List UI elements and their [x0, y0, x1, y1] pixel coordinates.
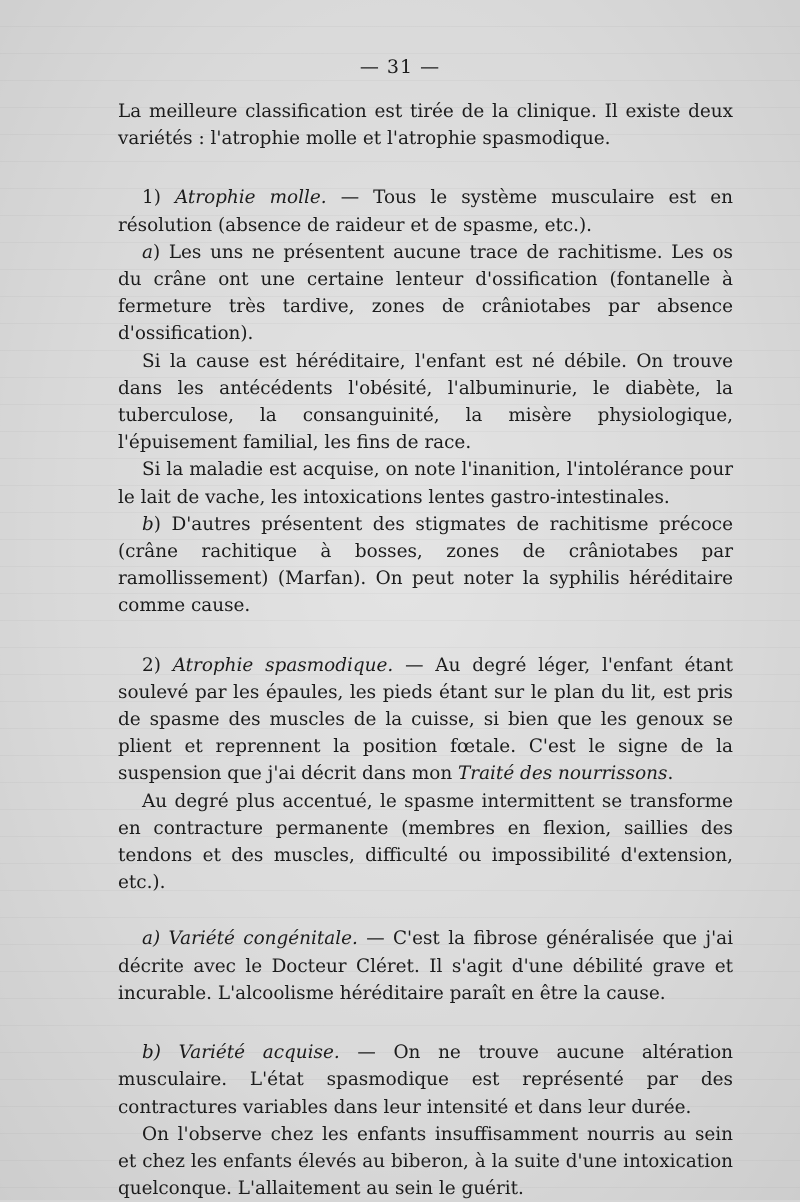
- paragraph-variete-acquise: [118, 1039, 733, 1121]
- sub-letter: b): [142, 1042, 179, 1064]
- paragraph-text: Au degré plus accentué, le spasme intermittent se transforme en contracture permanente (membres en flexion, saillies des tendons et des muscles, difficulté ou impossibilité d'extension, etc.).: [118, 790, 733, 894]
- section-number: 1): [142, 187, 175, 209]
- paragraph-cause-acquise: [118, 456, 733, 510]
- paragraph-degre-accentue: [118, 788, 733, 897]
- paragraph-text: — C'est la fibrose généralisée que j'ai décrite avec le Docteur Cléret. Il s'agit d'une débilité grave et incurable. L'alcoolisme héréditaire paraît en être la cause.: [118, 928, 733, 1004]
- paragraph-variete-congenitale: [118, 925, 733, 1007]
- paragraph-observation: [118, 1121, 733, 1202]
- paragraph-cause-hereditaire: [118, 348, 733, 457]
- sub-letter: a: [142, 241, 153, 263]
- sub-letter: a): [142, 928, 169, 950]
- paragraph-text: Si la cause est héréditaire, l'enfant est né débile. On trouve dans les antécédents l'obésité, l'albuminurie, le diabète, la tuberculose, la consanguinité, la misère physiologique, l'épuisement familial, les fins de race.: [118, 350, 733, 454]
- paragraph-intro: [118, 98, 733, 152]
- paragraph-text: On l'observe chez les enfants insuffisamment nourris au sein et chez les enfants élevés au biberon, à la suite d'une intoxication quelconque. L'allaitement au sein le guérit.: [118, 1123, 733, 1200]
- section-heading: Atrophie molle.: [174, 187, 327, 209]
- paragraph-text: — Tous le système musculaire est en résolution (absence de raideur et de spasme, etc.).: [118, 187, 733, 236]
- page-number: — 31 —: [359, 56, 441, 78]
- sub-letter: b: [142, 513, 154, 535]
- paragraph-atrophie-spasmodique: [118, 652, 733, 788]
- paragraph-atrophie-molle: [118, 184, 733, 238]
- paragraph-text: La meilleure classification est tirée de la clinique. Il existe deux variétés : l'atrophie molle et l'atrophie spasmodique.: [118, 101, 733, 150]
- body-text: [118, 98, 733, 1202]
- book-title: Traité des nourrissons: [458, 763, 668, 785]
- paragraph-sub-b: [118, 511, 733, 620]
- paragraph-text: .: [667, 763, 674, 785]
- paragraph-text: Si la maladie est acquise, on note l'inanition, l'intolérance pour le lait de vache, les intoxications lentes gastro-intestinales.: [118, 459, 733, 508]
- paragraph-text: — On ne trouve aucune altération musculaire. L'état spasmodique est représenté par des contractures variables dans leur intensité et dans leur durée.: [118, 1042, 734, 1118]
- paragraph-sub-a: [118, 239, 733, 348]
- paragraph-text: — Au degré léger, l'enfant étant soulevé par les épaules, les pieds étant sur le plan du lit, est pris de spasme des muscles de la cuisse, si bien que les genoux se plient et reprennent la position fœtale. C'est le signe de la suspension que j'ai décrit dans mon: [118, 654, 733, 785]
- section-heading: Atrophie spasmodique.: [172, 654, 394, 676]
- paragraph-text: ) D'autres présentent des stigmates de rachitisme précoce (crâne rachitique à bosses, zones de crâniotabes par ramollissement) (Marfan). On peut noter la syphilis héréditaire comme cause.: [118, 513, 733, 617]
- sub-heading: Variété congénitale.: [168, 928, 358, 950]
- paragraph-text: ) Les uns ne présentent aucune trace de rachitisme. Les os du crâne ont une certaine lenteur d'ossification (fontanelle à fermeture très tardive, zones de crâniotabes par absence d'ossification).: [118, 241, 733, 345]
- sub-heading: Variété acquise.: [178, 1042, 340, 1064]
- section-number: 2): [142, 654, 173, 676]
